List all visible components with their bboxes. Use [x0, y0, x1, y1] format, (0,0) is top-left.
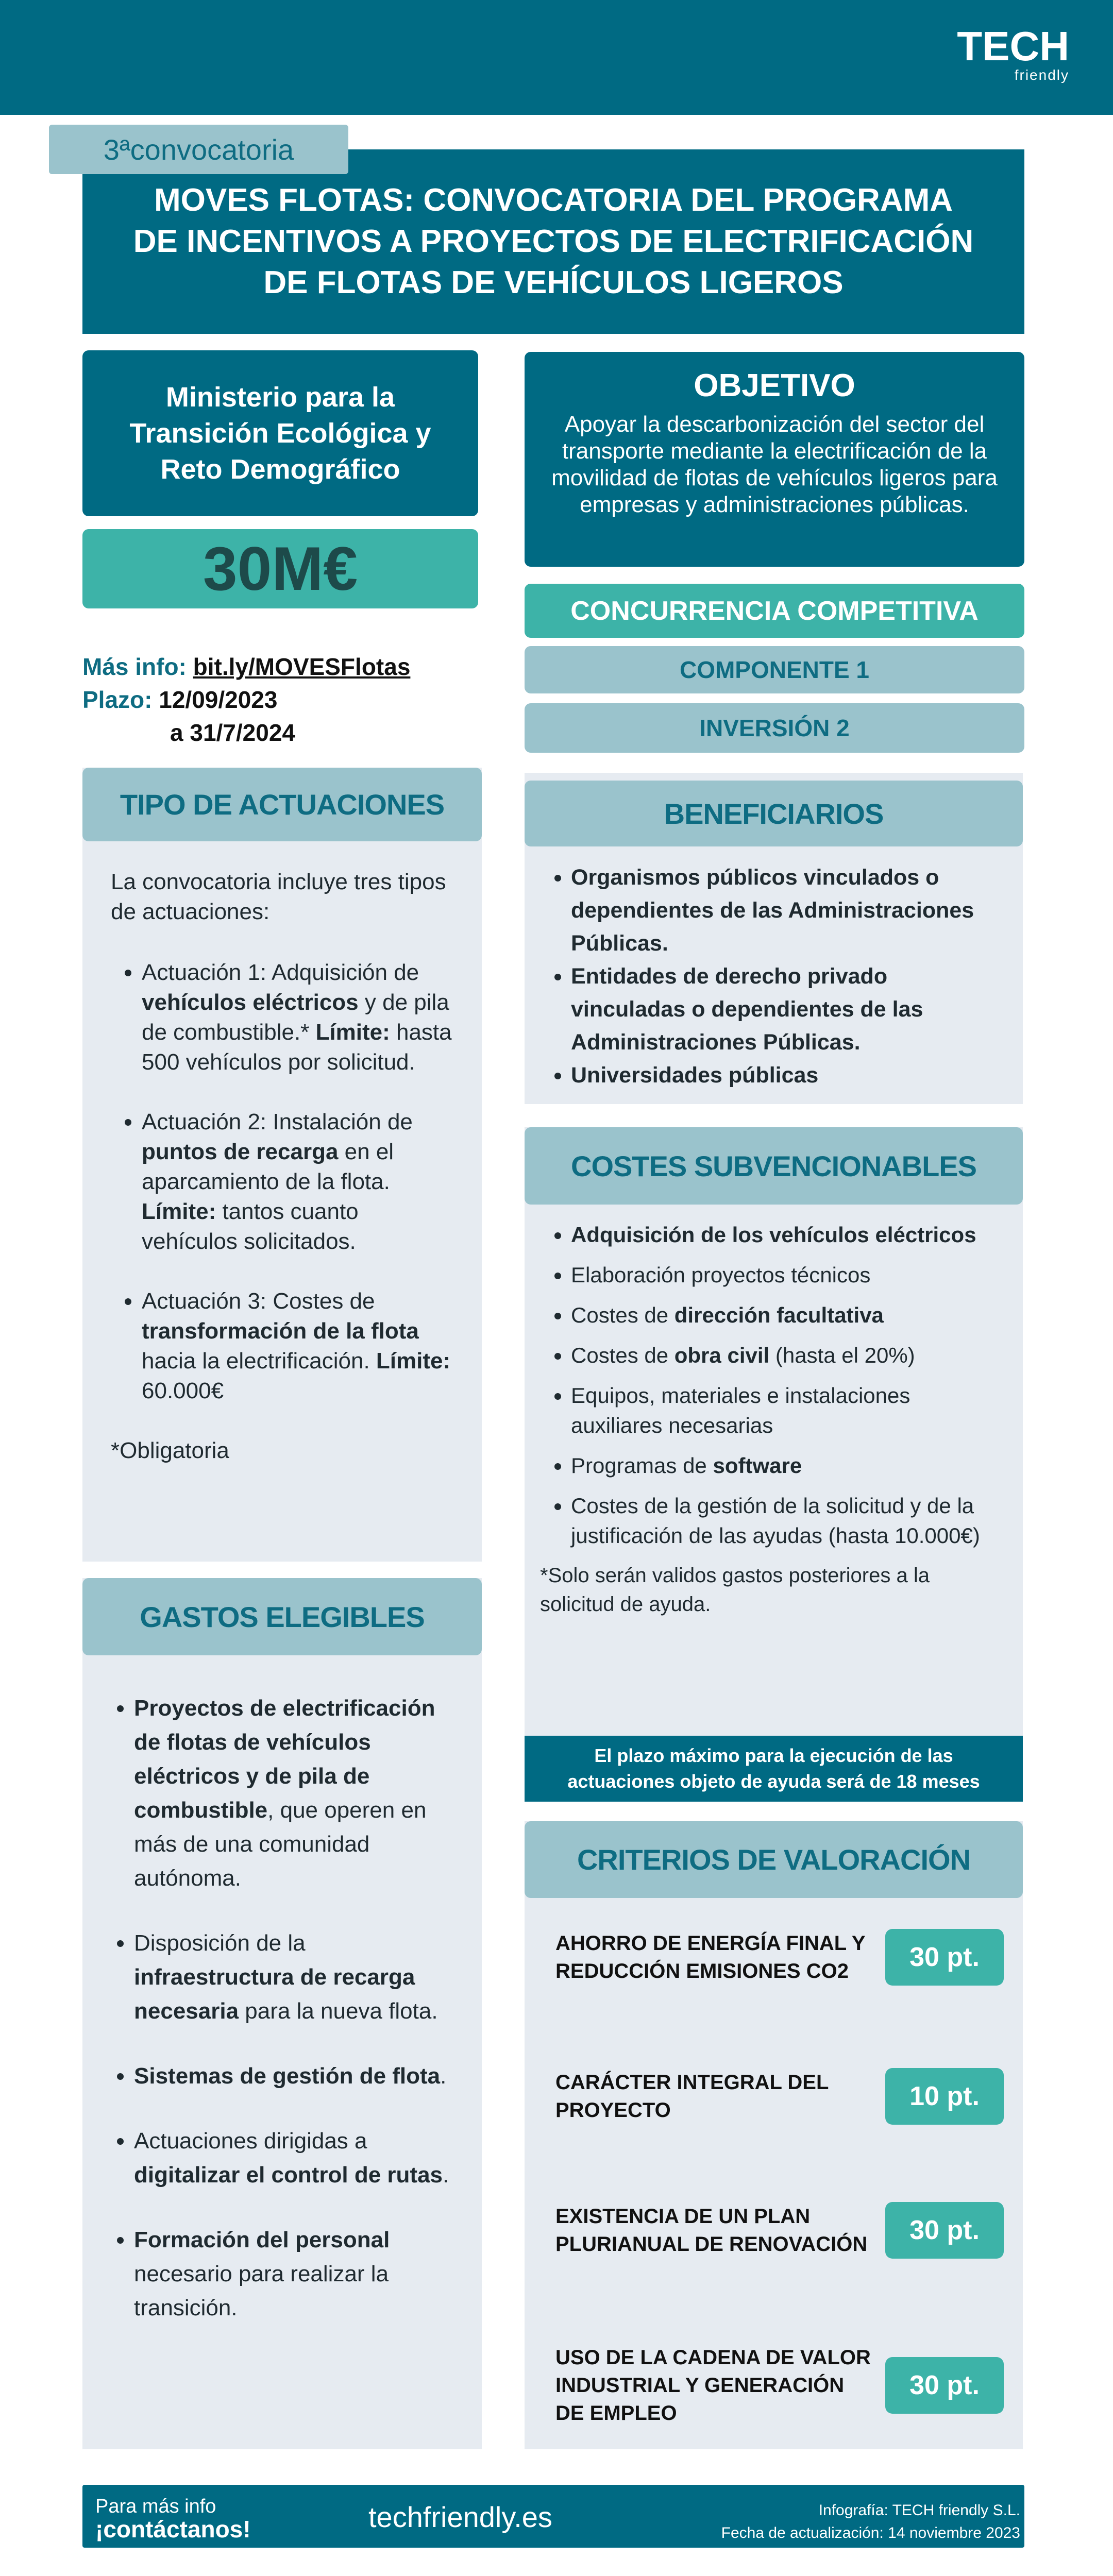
bold-text: digitalizar el control de rutas [134, 2162, 443, 2188]
plazo-to: a 31/7/2024 [170, 719, 296, 746]
info-label: Más info: [82, 653, 187, 680]
text: Disposición de la [134, 1930, 306, 1956]
text: Actuación 1: Adquisición de [142, 960, 419, 985]
gastos-item [134, 1691, 461, 1895]
footer-line1: Para más info [95, 2496, 216, 2517]
bold-text: infraestructura de recarga necesaria [134, 1964, 415, 2024]
amount-box: 30M€ [82, 529, 478, 608]
text: , que operen en más de una comunidad autónoma. [134, 1798, 427, 1891]
logo-subtext: friendly [1014, 67, 1069, 83]
criterio-row [555, 2068, 1004, 2125]
header-band [0, 0, 1113, 115]
plazo-label: Plazo: [82, 686, 153, 713]
plazo-ejecucion-banner: El plazo máximo para la ejecución de las actuaciones objeto de ayuda será de 18 meses [525, 1736, 1023, 1802]
gastos-panel [82, 1578, 482, 2449]
criterio-row [555, 2344, 1004, 2427]
criterio-label: EXISTENCIA DE UN PLAN PLURIANUAL DE RENOVACIÓN [555, 2205, 868, 2256]
footer-credit: Infografía: TECH friendly S.L. [818, 2502, 1020, 2519]
actuaciones-item [142, 1286, 453, 1406]
text: Costes de [571, 1343, 674, 1367]
bold-text: software [713, 1453, 802, 1478]
bold-text: obra civil [674, 1343, 770, 1367]
componente-tag: COMPONENTE 1 [525, 646, 1024, 693]
criterio-label: USO DE LA CADENA DE VALOR INDUSTRIAL Y GENERACIÓN DE EMPLEO [555, 2346, 871, 2425]
concurrencia-tag: CONCURRENCIA COMPETITIVA [525, 584, 1024, 638]
criterio-label: CARÁCTER INTEGRAL DEL PROYECTO [555, 2071, 829, 2122]
beneficiarios-title: BENEFICIARIOS [525, 781, 1023, 846]
info-link[interactable]: bit.ly/MOVESFlotas [193, 653, 411, 680]
beneficiarios-list [540, 861, 1007, 1092]
text: y de pila de combustible.* [142, 990, 449, 1045]
actuaciones-item [142, 958, 453, 1077]
costes-panel [525, 1127, 1023, 1736]
gastos-list [103, 1691, 461, 2325]
gastos-item [134, 2124, 461, 2192]
bold-text: Sistemas de gestión de flota [134, 2063, 441, 2089]
costes-list [540, 1220, 1007, 1551]
text: Actuación 3: Costes de [142, 1289, 375, 1314]
costes-item [571, 1300, 1007, 1330]
call-number-tag: 3ªconvocatoria [49, 125, 348, 174]
objetivo-text: Apoyar la descarbonización del sector del transporte mediante la electrificación de la movilidad de flotas de vehículos ligeros para empresas y administraciones públicas. [551, 412, 998, 517]
gastos-item [134, 2059, 461, 2093]
bold-text: Límite: [315, 1020, 390, 1045]
costes-item [571, 1341, 1007, 1370]
text: necesario para realizar la transición. [134, 2261, 389, 2320]
text: Equipos, materiales e instalaciones auxiliares necesarias [571, 1383, 910, 1437]
bold-text: Adquisición de los vehículos eléctricos [571, 1223, 976, 1247]
actuaciones-panel [82, 768, 482, 1562]
text: 60.000€ [142, 1378, 224, 1403]
text: Costes de [571, 1303, 674, 1327]
objetivo-title: OBJETIVO [694, 368, 855, 403]
bold-text: Límite: [376, 1348, 451, 1374]
criterio-label: AHORRO DE ENERGÍA FINAL Y REDUCCIÓN EMISIONES CO2 [555, 1932, 865, 1982]
info-block [82, 650, 410, 749]
text: . [443, 2162, 449, 2188]
text: Actuación 2: Instalación de [142, 1109, 413, 1134]
costes-note: *Solo serán validos gastos posteriores a la solicitud de ayuda. [540, 1564, 930, 1616]
actuaciones-intro: La convocatoria incluye tres tipos de actuaciones: [111, 869, 446, 924]
actuaciones-note: *Obligatoria [111, 1438, 229, 1463]
text: para la nueva flota. [239, 1998, 438, 2024]
bold-text: dirección facultativa [674, 1303, 884, 1327]
text: hacia la electrificación. [142, 1348, 376, 1374]
bold-text: transformación de la flota [142, 1318, 419, 1344]
text: Programas de [571, 1453, 713, 1478]
objetivo-box [525, 352, 1024, 567]
criterio-row [555, 1929, 1004, 1986]
bold-text: vehículos eléctricos [142, 990, 359, 1015]
actuaciones-item [142, 1107, 453, 1257]
costes-item [571, 1381, 1007, 1440]
beneficiarios-item [571, 861, 1007, 960]
gastos-item [134, 1926, 461, 2028]
text: Actuaciones dirigidas a [134, 2128, 367, 2154]
text: . [440, 2063, 447, 2089]
costes-item [571, 1220, 1007, 1250]
costes-item [571, 1260, 1007, 1290]
bold-text: puntos de recarga [142, 1139, 339, 1164]
criterio-points: 30 pt. [885, 1929, 1004, 1986]
beneficiarios-item [571, 1059, 1007, 1092]
footer-updated: Fecha de actualización: 14 noviembre 2023 [721, 2524, 1020, 2541]
page-title: MOVES FLOTAS: CONVOCATORIA DEL PROGRAMA DE INCENTIVOS A PROYECTOS DE ELECTRIFICACIÓN DE FLOTAS DE VEHÍCULOS LIGEROS [82, 149, 1024, 334]
costes-item [571, 1451, 1007, 1481]
footer [82, 2485, 1024, 2548]
gastos-title: GASTOS ELEGIBLES [82, 1578, 482, 1655]
criterio-points: 30 pt. [885, 2357, 1004, 2414]
text: (hasta el 20%) [769, 1343, 915, 1367]
bold-text: Límite: [142, 1199, 216, 1224]
text: tantos cuanto vehículos solicitados. [142, 1199, 359, 1254]
text: hasta 500 vehículos por solicitud. [142, 1020, 452, 1075]
criterios-title: CRITERIOS DE VALORACIÓN [525, 1821, 1023, 1898]
footer-contact[interactable]: ¡contáctanos! [95, 2516, 251, 2543]
bold-text: Proyectos de electrificación de flotas de vehículos eléctricos y de pila de combustible [134, 1696, 435, 1823]
inversion-tag: INVERSIÓN 2 [525, 703, 1024, 753]
gastos-item [134, 2223, 461, 2325]
ministry-box: Ministerio para la Transición Ecológica y Reto Demográfico [82, 350, 478, 516]
text: Elaboración proyectos técnicos [571, 1263, 871, 1287]
bold-text: Universidades públicas [571, 1063, 819, 1088]
criterio-row [555, 2202, 1004, 2259]
text: en el aparcamiento de la flota. [142, 1139, 394, 1194]
logo [957, 23, 1069, 83]
criterio-points: 10 pt. [885, 2068, 1004, 2125]
footer-site-link[interactable]: techfriendly.es [368, 2501, 552, 2533]
costes-item [571, 1491, 1007, 1551]
bold-text: Formación del personal [134, 2227, 390, 2252]
bold-text: Organismos públicos vinculados o dependientes de las Administraciones Públicas. [571, 865, 974, 956]
plazo-from: 12/09/2023 [159, 686, 278, 713]
costes-title: COSTES SUBVENCIONABLES [525, 1127, 1023, 1205]
actuaciones-title: TIPO DE ACTUACIONES [82, 768, 482, 841]
logo-text: TECH [957, 23, 1069, 69]
bold-text: Entidades de derecho privado vinculadas o dependientes de las Administraciones Públicas. [571, 964, 923, 1055]
text: Costes de la gestión de la solicitud y de la justificación de las ayudas (hasta 10.000€) [571, 1494, 980, 1548]
beneficiarios-item [571, 960, 1007, 1059]
actuaciones-list [111, 958, 453, 1406]
criterio-points: 30 pt. [885, 2202, 1004, 2259]
beneficiarios-panel [525, 773, 1023, 1104]
criterios-panel [525, 1821, 1023, 2449]
